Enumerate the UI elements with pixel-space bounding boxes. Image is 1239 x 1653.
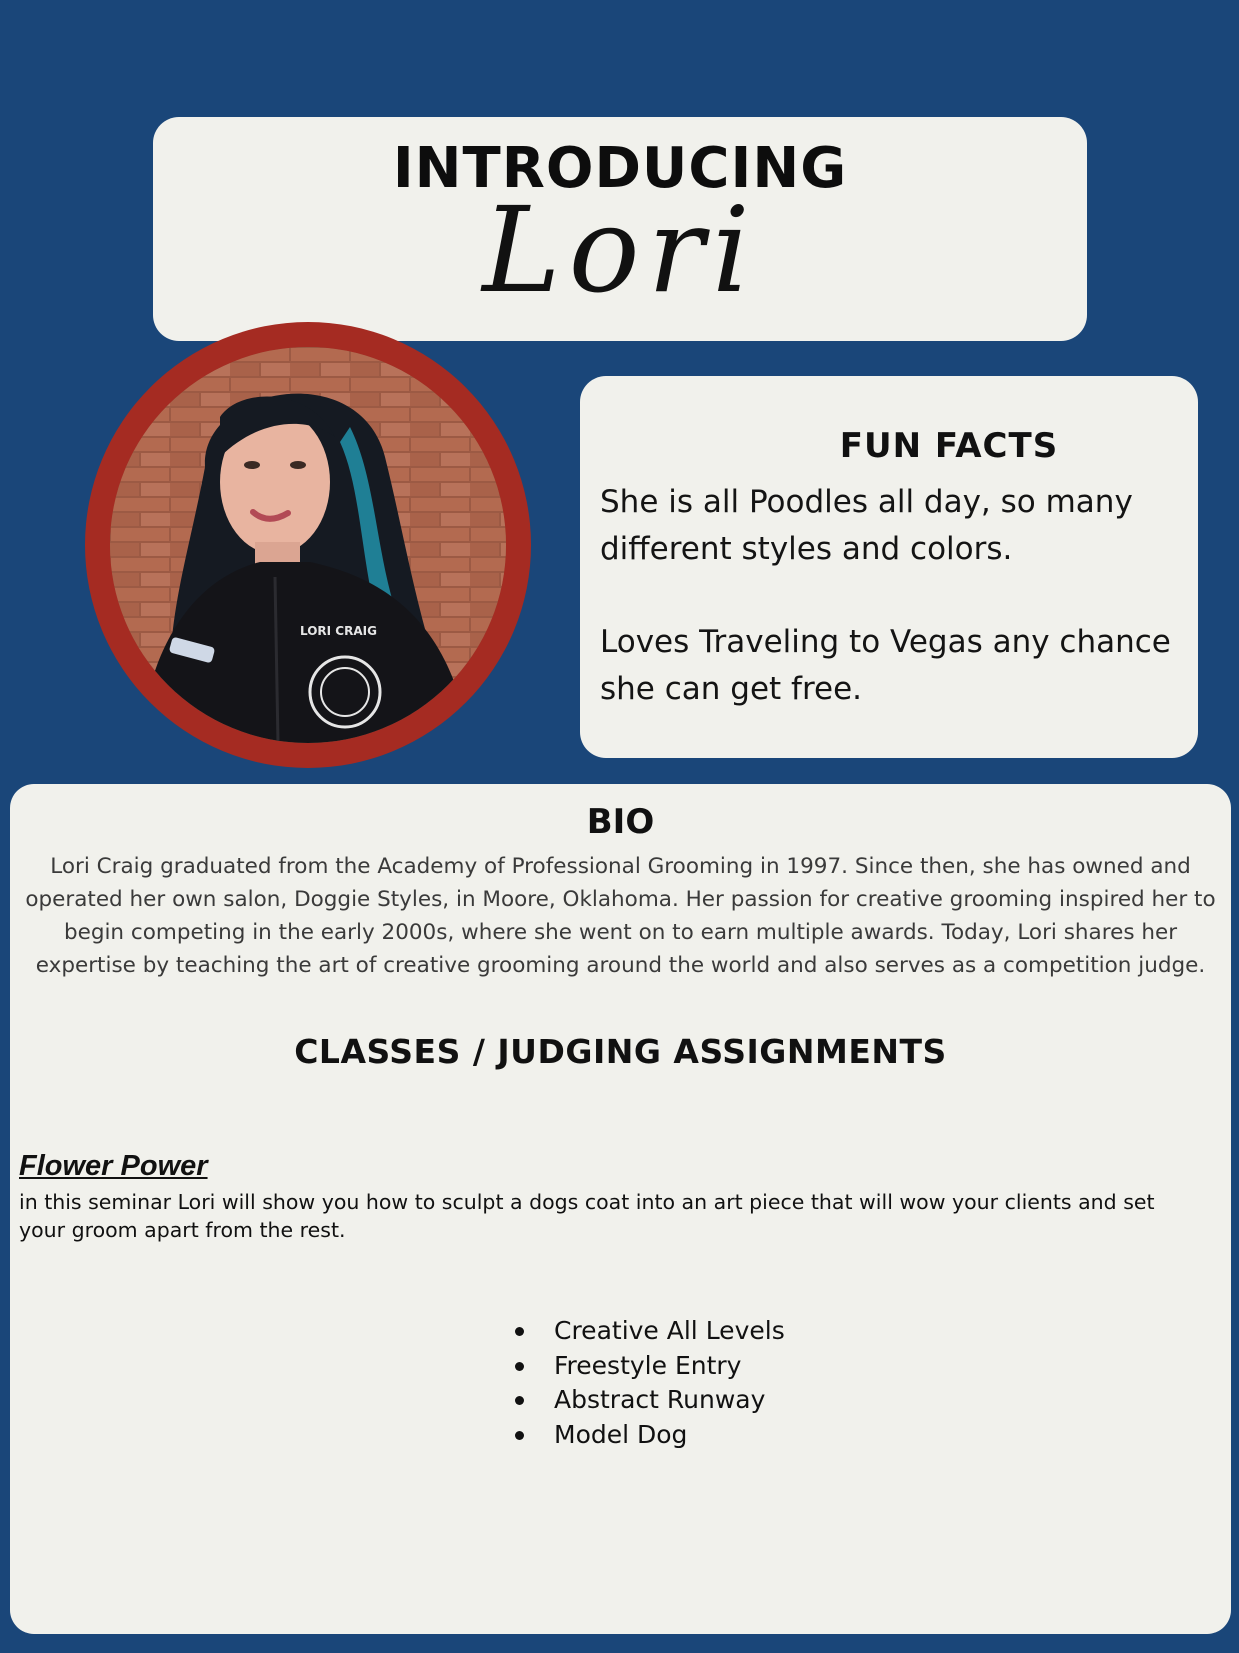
- name-script-title: Lori: [482, 181, 758, 319]
- seminar-title: Flower Power: [19, 1150, 208, 1182]
- fun-facts-heading: FUN FACTS: [839, 426, 1059, 466]
- fun-fact-item: She is all Poodles all day, so many different styles and colors.: [600, 484, 1133, 567]
- fun-fact-item: Loves Traveling to Vegas any chance she can get free.: [600, 624, 1171, 707]
- jacket-name-text: LORI CRAIG: [300, 624, 377, 638]
- bio-paragraph: Lori Craig graduated from the Academy of Professional Grooming in 1997. Since then, she has owned and operated her own salon, Doggie Styles, in Moore, Oklahoma. Her passion for creative grooming inspired her to begin competing in the early 2000s, where she went on to earn multiple awards. Today, Lori shares her expertise by teaching the art of creative grooming around the world and also serves as a competition judge.: [25, 854, 1216, 978]
- bio-classes-card: [10, 784, 1231, 1634]
- profile-photo-illustration: [110, 347, 506, 743]
- fun-facts-card: [580, 376, 1198, 758]
- introducing-heading: INTRODUCING: [392, 136, 848, 201]
- assignment-item: Model Dog: [530, 1418, 785, 1453]
- bio-heading: BIO: [586, 802, 655, 842]
- seminar-description: in this seminar Lori will show you how to sculpt a dogs coat into an art piece that will wow your clients and set your groom apart from the rest.: [19, 1190, 1155, 1242]
- assignment-item: Abstract Runway: [530, 1383, 785, 1418]
- assignment-item: Creative All Levels: [530, 1314, 785, 1349]
- profile-photo: [110, 347, 506, 743]
- assignment-item: Freestyle Entry: [530, 1349, 785, 1384]
- title-card: [153, 117, 1087, 341]
- assignments-list: [530, 1314, 785, 1452]
- classes-heading: CLASSES / JUDGING ASSIGNMENTS: [294, 1032, 947, 1071]
